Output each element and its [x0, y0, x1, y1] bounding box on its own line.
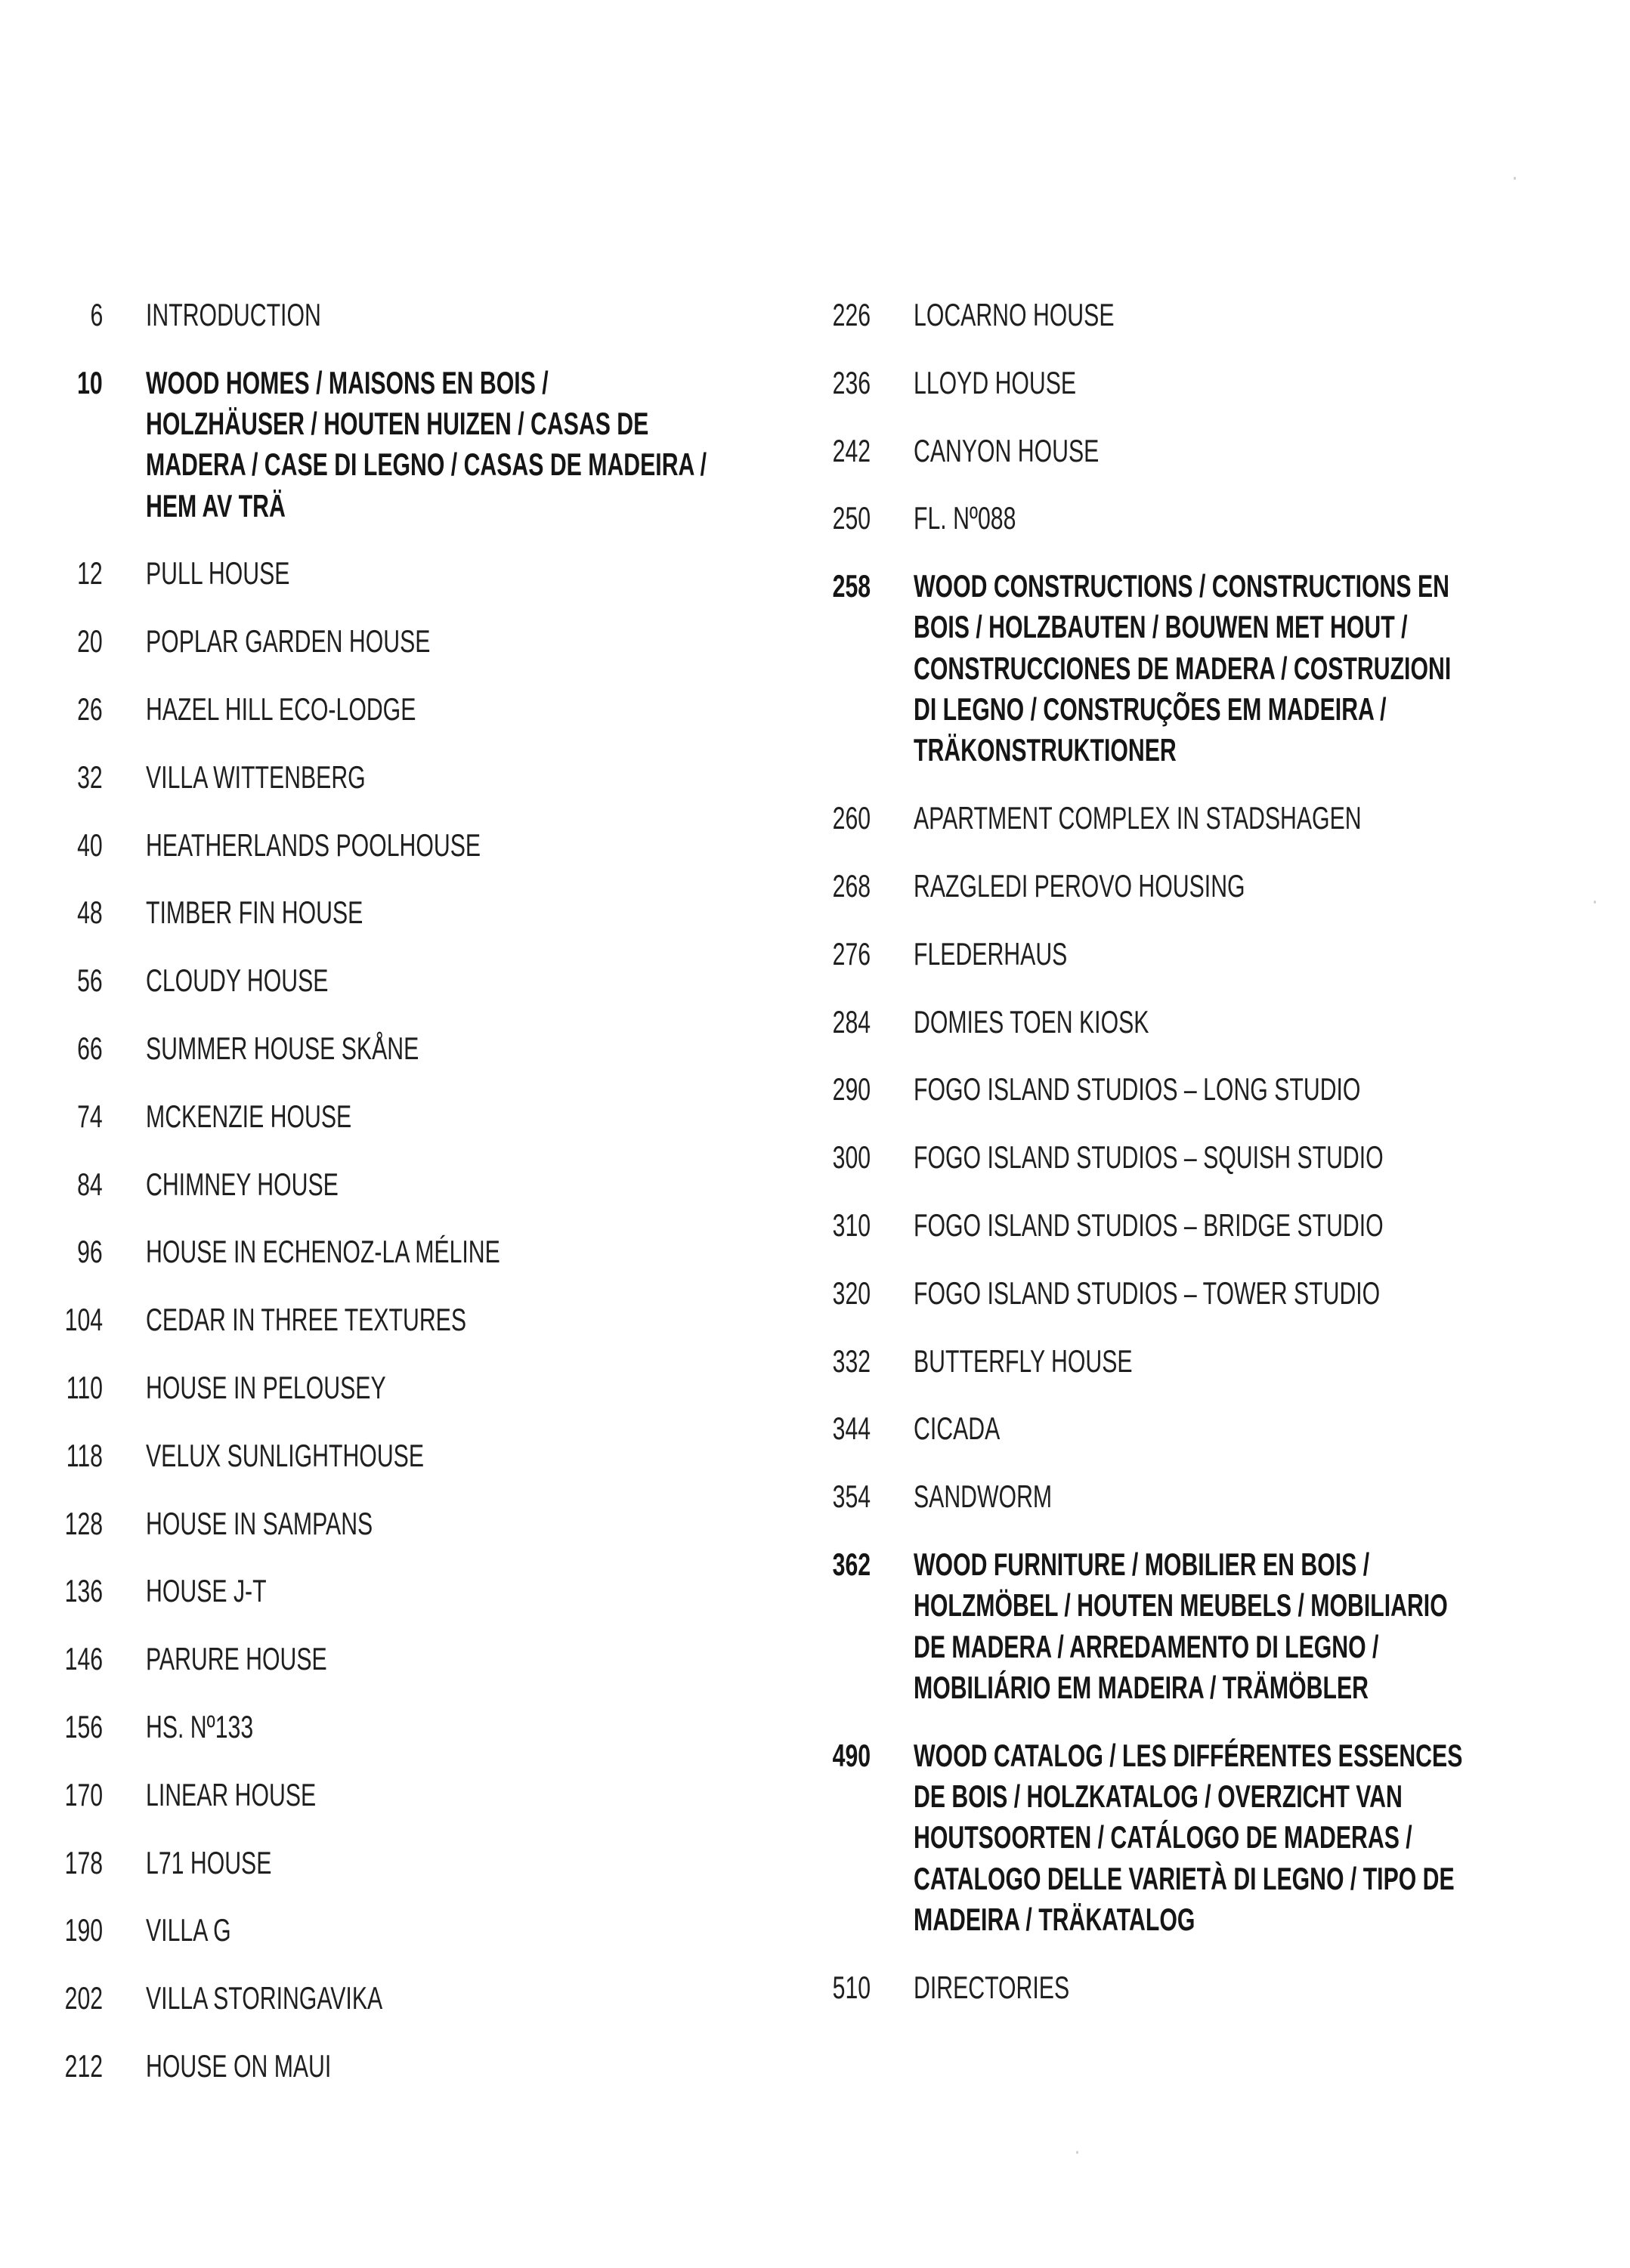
entry-title-line: FOGO ISLAND STUDIOS – TOWER STUDIO — [914, 1275, 1381, 1311]
toc-entry[interactable] — [0, 1096, 801, 1137]
page-number — [0, 1571, 103, 1611]
entry-title-line: HOUTSOORTEN / CATÁLOGO DE MADERAS / — [914, 1819, 1412, 1855]
toc-entry[interactable] — [0, 1164, 801, 1205]
entry-title-line: HS. Nº133 — [146, 1709, 254, 1745]
toc-entry[interactable] — [0, 1028, 801, 1069]
page-number-text: 276 — [832, 935, 871, 972]
page-number-text: 84 — [77, 1166, 103, 1202]
toc-entry[interactable] — [0, 1910, 801, 1951]
entry-title-line: MADEIRA / TRÄKATALOG — [914, 1901, 1195, 1937]
entry-title-line: VILLA G — [146, 1912, 231, 1948]
page-number-text: 212 — [64, 2048, 103, 2084]
page-number-text: 310 — [832, 1207, 871, 1243]
toc-entry[interactable] — [0, 757, 801, 798]
page-number — [768, 1002, 871, 1043]
page-number-text: 290 — [832, 1071, 871, 1108]
entry-title — [914, 1273, 1599, 1314]
toc-entry[interactable] — [768, 1967, 1599, 2008]
entry-title-line: BUTTERFLY HOUSE — [914, 1343, 1133, 1379]
entry-title-line: HEM AV TRÄ — [146, 487, 286, 524]
page-number — [0, 1028, 103, 1069]
entry-title — [146, 295, 801, 335]
page-number-text: 178 — [64, 1844, 103, 1880]
page-number-text: 202 — [64, 1980, 103, 2016]
entry-title — [914, 1341, 1599, 1382]
entry-title-line: CATALOGO DELLE VARIETÀ DI LEGNO / TIPO DE — [914, 1860, 1455, 1896]
entry-title-line: MCKENZIE HOUSE — [146, 1098, 352, 1134]
page-number — [0, 1707, 103, 1747]
entry-title-line: WOOD CATALOG / LES DIFFÉRENTES ESSENCES — [914, 1737, 1463, 1773]
entry-title — [914, 566, 1599, 771]
entry-title — [146, 363, 801, 527]
page-number-text: 32 — [77, 759, 103, 795]
toc-entry[interactable] — [0, 1231, 801, 1272]
page-number — [768, 1205, 871, 1246]
entry-title-line: FOGO ISLAND STUDIOS – LONG STUDIO — [914, 1071, 1361, 1108]
toc-entry[interactable] — [0, 621, 801, 662]
toc-entry[interactable] — [0, 1707, 801, 1747]
page-number — [768, 566, 871, 607]
entry-title-line: L71 HOUSE — [146, 1844, 272, 1880]
entry-title-line: CANYON HOUSE — [914, 432, 1100, 468]
entry-title-line: TIMBER FIN HOUSE — [146, 895, 363, 931]
page-number — [768, 1137, 871, 1178]
page-number-text: 74 — [77, 1098, 103, 1134]
page-number-text: 56 — [77, 963, 103, 999]
entry-title — [914, 934, 1599, 975]
entry-title-line: HOUSE IN SAMPANS — [146, 1505, 373, 1541]
toc-entry[interactable] — [768, 431, 1599, 471]
entry-title-line: DIRECTORIES — [914, 1969, 1070, 2005]
toc-section-heading[interactable] — [0, 363, 801, 527]
entry-title — [914, 798, 1599, 839]
toc-entry[interactable] — [0, 1571, 801, 1611]
entry-title-line: RAZGLEDI PEROVO HOUSING — [914, 867, 1245, 904]
page-number — [0, 1639, 103, 1679]
toc-entry[interactable] — [768, 1341, 1599, 1382]
page-number — [0, 1503, 103, 1544]
entry-title — [914, 866, 1599, 907]
page-number-text: 6 — [90, 297, 103, 332]
page-number — [0, 1367, 103, 1408]
entry-title-line: WOOD HOMES / MAISONS EN BOIS / — [146, 364, 549, 400]
toc-entry[interactable] — [768, 798, 1599, 839]
entry-title-line: BOIS / HOLZBAUTEN / BOUWEN MET HOUT / — [914, 609, 1408, 645]
toc-entry[interactable] — [0, 1639, 801, 1679]
toc-entry[interactable] — [0, 553, 801, 594]
toc-entry[interactable] — [768, 1002, 1599, 1043]
entry-title — [146, 1571, 801, 1611]
entry-title-line: HOUSE IN ECHENOZ-LA MÉLINE — [146, 1234, 500, 1270]
page-number — [768, 295, 871, 335]
page-number-text: 284 — [832, 1003, 871, 1040]
entry-title-line: VELUX SUNLIGHTHOUSE — [146, 1437, 425, 1473]
page-number — [768, 798, 871, 839]
scan-speck — [1514, 177, 1516, 180]
toc-entry[interactable] — [768, 1205, 1599, 1246]
entry-title — [146, 1435, 801, 1476]
entry-title-line: CICADA — [914, 1411, 1001, 1447]
entry-title-line: INTRODUCTION — [146, 297, 321, 332]
toc-column-left — [0, 295, 801, 2114]
page-number — [768, 431, 871, 471]
entry-title-line: CEDAR IN THREE TEXTURES — [146, 1302, 467, 1338]
page-number — [0, 892, 103, 933]
page-number — [768, 1341, 871, 1382]
page-number — [768, 1273, 871, 1314]
page-number-text: 332 — [832, 1343, 871, 1379]
page-number — [0, 2046, 103, 2087]
toc-entry[interactable] — [0, 1299, 801, 1340]
entry-title-line: TRÄKONSTRUKTIONER — [914, 732, 1177, 768]
toc-entry[interactable] — [0, 825, 801, 866]
page-number-text: 354 — [832, 1479, 871, 1515]
entry-title — [914, 1069, 1599, 1110]
page-number-text: 104 — [64, 1302, 103, 1338]
entry-title — [146, 1843, 801, 1883]
entry-title-line: DE MADERA / ARREDAMENTO DI LEGNO / — [914, 1628, 1379, 1664]
entry-title-line: LINEAR HOUSE — [146, 1776, 317, 1812]
page-number-text: 490 — [832, 1737, 871, 1773]
page-number-text: 190 — [64, 1912, 103, 1948]
toc-entry[interactable] — [768, 1069, 1599, 1110]
page-number — [0, 1978, 103, 2019]
page-number — [768, 934, 871, 975]
page-number-text: 226 — [832, 297, 871, 332]
entry-title — [914, 1544, 1599, 1708]
toc-column-right — [768, 295, 1599, 2035]
page-number-text: 12 — [77, 555, 103, 592]
page-number — [0, 1775, 103, 1815]
entry-title-line: CONSTRUCCIONES DE MADERA / COSTRUZIONI — [914, 650, 1452, 686]
entry-title — [146, 2046, 801, 2087]
toc-section-heading[interactable] — [768, 1735, 1599, 1940]
toc-entry[interactable] — [0, 1843, 801, 1883]
entry-title — [146, 1164, 801, 1205]
entry-title — [146, 1775, 801, 1815]
page-number-text: 242 — [832, 432, 871, 468]
page-number-text: 26 — [77, 691, 103, 728]
entry-title-line: HOUSE J-T — [146, 1573, 267, 1609]
page-number — [0, 1910, 103, 1951]
entry-title-line: FOGO ISLAND STUDIOS – SQUISH STUDIO — [914, 1139, 1384, 1176]
entry-title-line: HOLZHÄUSER / HOUTEN HUIZEN / CASAS DE — [146, 406, 649, 442]
page-number-text: 260 — [832, 800, 871, 836]
page-number — [0, 1843, 103, 1883]
page-number — [768, 1967, 871, 2008]
entry-title — [914, 1735, 1599, 1940]
entry-title — [146, 892, 801, 933]
toc-entry[interactable] — [768, 934, 1599, 975]
page-number-text: 146 — [64, 1641, 103, 1677]
page-number — [0, 621, 103, 662]
entry-title-line: WOOD FURNITURE / MOBILIER EN BOIS / — [914, 1546, 1370, 1582]
entry-title-line: CHIMNEY HOUSE — [146, 1166, 339, 1202]
entry-title-line: FOGO ISLAND STUDIOS – BRIDGE STUDIO — [914, 1207, 1384, 1243]
toc-entry[interactable] — [0, 1367, 801, 1408]
page-number — [768, 1408, 871, 1449]
page-number-text: 48 — [77, 895, 103, 931]
page-number — [0, 1231, 103, 1272]
entry-title-line: FLEDERHAUS — [914, 935, 1068, 972]
toc-entry[interactable] — [768, 295, 1599, 335]
page-number — [0, 363, 103, 403]
page-number-text: 362 — [832, 1546, 871, 1582]
entry-title — [146, 1978, 801, 2019]
entry-title — [146, 1707, 801, 1747]
toc-entry[interactable] — [0, 960, 801, 1001]
toc-entry[interactable] — [768, 1137, 1599, 1178]
page-number — [0, 825, 103, 866]
page-number-text: 110 — [66, 1370, 103, 1406]
entry-title-line: WOOD CONSTRUCTIONS / CONSTRUCTIONS EN — [914, 568, 1449, 604]
toc-entry[interactable] — [0, 892, 801, 933]
page-number — [0, 1096, 103, 1137]
page-number — [768, 498, 871, 539]
entry-title-line: DI LEGNO / CONSTRUÇÕES EM MADEIRA / — [914, 691, 1387, 728]
page-number — [768, 363, 871, 403]
page-number-text: 20 — [77, 623, 103, 660]
toc-entry[interactable] — [768, 1408, 1599, 1449]
entry-title-line: POPLAR GARDEN HOUSE — [146, 623, 431, 660]
entry-title — [914, 1002, 1599, 1043]
entry-title-line: MADERA / CASE DI LEGNO / CASAS DE MADEIRA / — [146, 446, 707, 483]
entry-title-line: PARURE HOUSE — [146, 1641, 327, 1677]
page-number-text: 510 — [832, 1969, 871, 2005]
page-number-text: 258 — [832, 568, 871, 604]
entry-title — [146, 689, 801, 730]
toc-entry[interactable] — [0, 1978, 801, 2019]
page-number-text: 320 — [832, 1275, 871, 1311]
page-number-text: 268 — [832, 867, 871, 904]
entry-title — [146, 621, 801, 662]
entry-title-line: HOLZMÖBEL / HOUTEN MEUBELS / MOBILIARIO — [914, 1587, 1448, 1624]
page-number — [0, 1435, 103, 1476]
entry-title — [914, 498, 1599, 539]
entry-title-line: HOUSE IN PELOUSEY — [146, 1370, 386, 1406]
entry-title-line: HOUSE ON MAUI — [146, 2048, 332, 2084]
toc-entry[interactable] — [768, 1273, 1599, 1314]
entry-title — [146, 825, 801, 866]
page-number-text: 96 — [77, 1234, 103, 1270]
entry-title-line: SUMMER HOUSE SKÅNE — [146, 1030, 419, 1067]
page-number — [768, 1069, 871, 1110]
toc-entry[interactable] — [768, 866, 1599, 907]
toc-section-heading[interactable] — [768, 1544, 1599, 1708]
toc-entry[interactable] — [768, 363, 1599, 403]
toc-entry[interactable] — [0, 1775, 801, 1815]
page-number-text: 136 — [64, 1573, 103, 1609]
page-number-text: 344 — [832, 1411, 871, 1447]
toc-entry[interactable] — [0, 295, 801, 335]
entry-title-line: PULL HOUSE — [146, 555, 290, 592]
page-number-text: 66 — [77, 1030, 103, 1067]
entry-title-line: DOMIES TOEN KIOSK — [914, 1003, 1149, 1040]
page-number-text: 236 — [832, 364, 871, 400]
page-number-text: 170 — [64, 1776, 103, 1812]
entry-title-line: DE BOIS / HOLZKATALOG / OVERZICHT VAN — [914, 1778, 1403, 1814]
entry-title — [146, 1299, 801, 1340]
page-number-text: 250 — [832, 500, 871, 536]
entry-title — [146, 1639, 801, 1679]
scan-speck — [1594, 901, 1596, 904]
toc-entry[interactable] — [0, 689, 801, 730]
page-number — [0, 295, 103, 335]
page-number — [0, 960, 103, 1001]
entry-title — [146, 1910, 801, 1951]
page-number — [0, 1299, 103, 1340]
entry-title — [146, 1503, 801, 1544]
entry-title-line: APARTMENT COMPLEX IN STADSHAGEN — [914, 800, 1362, 836]
toc-section-heading[interactable] — [768, 566, 1599, 771]
entry-title-line: FL. Nº088 — [914, 500, 1016, 536]
page-number-text: 128 — [64, 1505, 103, 1541]
entry-title — [146, 553, 801, 594]
entry-title-line: VILLA WITTENBERG — [146, 759, 366, 795]
entry-title-line: MOBILIÁRIO EM MADEIRA / TRÄMÖBLER — [914, 1669, 1369, 1705]
entry-title — [146, 1367, 801, 1408]
toc-entry[interactable] — [0, 2046, 801, 2087]
page-number — [768, 1544, 871, 1585]
entry-title — [146, 960, 801, 1001]
entry-title — [914, 1137, 1599, 1178]
toc-entry[interactable] — [0, 1435, 801, 1476]
page-number-text: 300 — [832, 1139, 871, 1176]
entry-title — [914, 431, 1599, 471]
toc-entry[interactable] — [0, 1503, 801, 1544]
page-number-text: 118 — [66, 1437, 103, 1473]
entry-title-line: SANDWORM — [914, 1479, 1053, 1515]
entry-title — [914, 1967, 1599, 2008]
entry-title — [914, 1408, 1599, 1449]
entry-title-line: LLOYD HOUSE — [914, 364, 1077, 400]
entry-title-line: HEATHERLANDS POOLHOUSE — [146, 827, 481, 863]
entry-title — [146, 1231, 801, 1272]
entry-title — [914, 295, 1599, 335]
entry-title-line: CLOUDY HOUSE — [146, 963, 329, 999]
entry-title — [146, 1028, 801, 1069]
entry-title-line: HAZEL HILL ECO-LODGE — [146, 691, 416, 728]
entry-title — [914, 1476, 1599, 1517]
page-number — [768, 1476, 871, 1517]
scan-speck — [1076, 2151, 1078, 2154]
page-number — [768, 1735, 871, 1776]
entry-title — [914, 1205, 1599, 1246]
entry-title — [914, 363, 1599, 403]
entry-title — [146, 757, 801, 798]
page-number — [768, 866, 871, 907]
toc-entry[interactable] — [768, 498, 1599, 539]
page-number — [0, 1164, 103, 1205]
entry-title — [146, 1096, 801, 1137]
page-number — [0, 689, 103, 730]
toc-entry[interactable] — [768, 1476, 1599, 1517]
page-number-text: 156 — [64, 1709, 103, 1745]
page-number-text: 10 — [77, 364, 103, 400]
page-number — [0, 757, 103, 798]
page-number-text: 40 — [77, 827, 103, 863]
entry-title-line: VILLA STORINGAVIKA — [146, 1980, 383, 2016]
entry-title-line: LOCARNO HOUSE — [914, 297, 1115, 332]
page-number — [0, 553, 103, 594]
